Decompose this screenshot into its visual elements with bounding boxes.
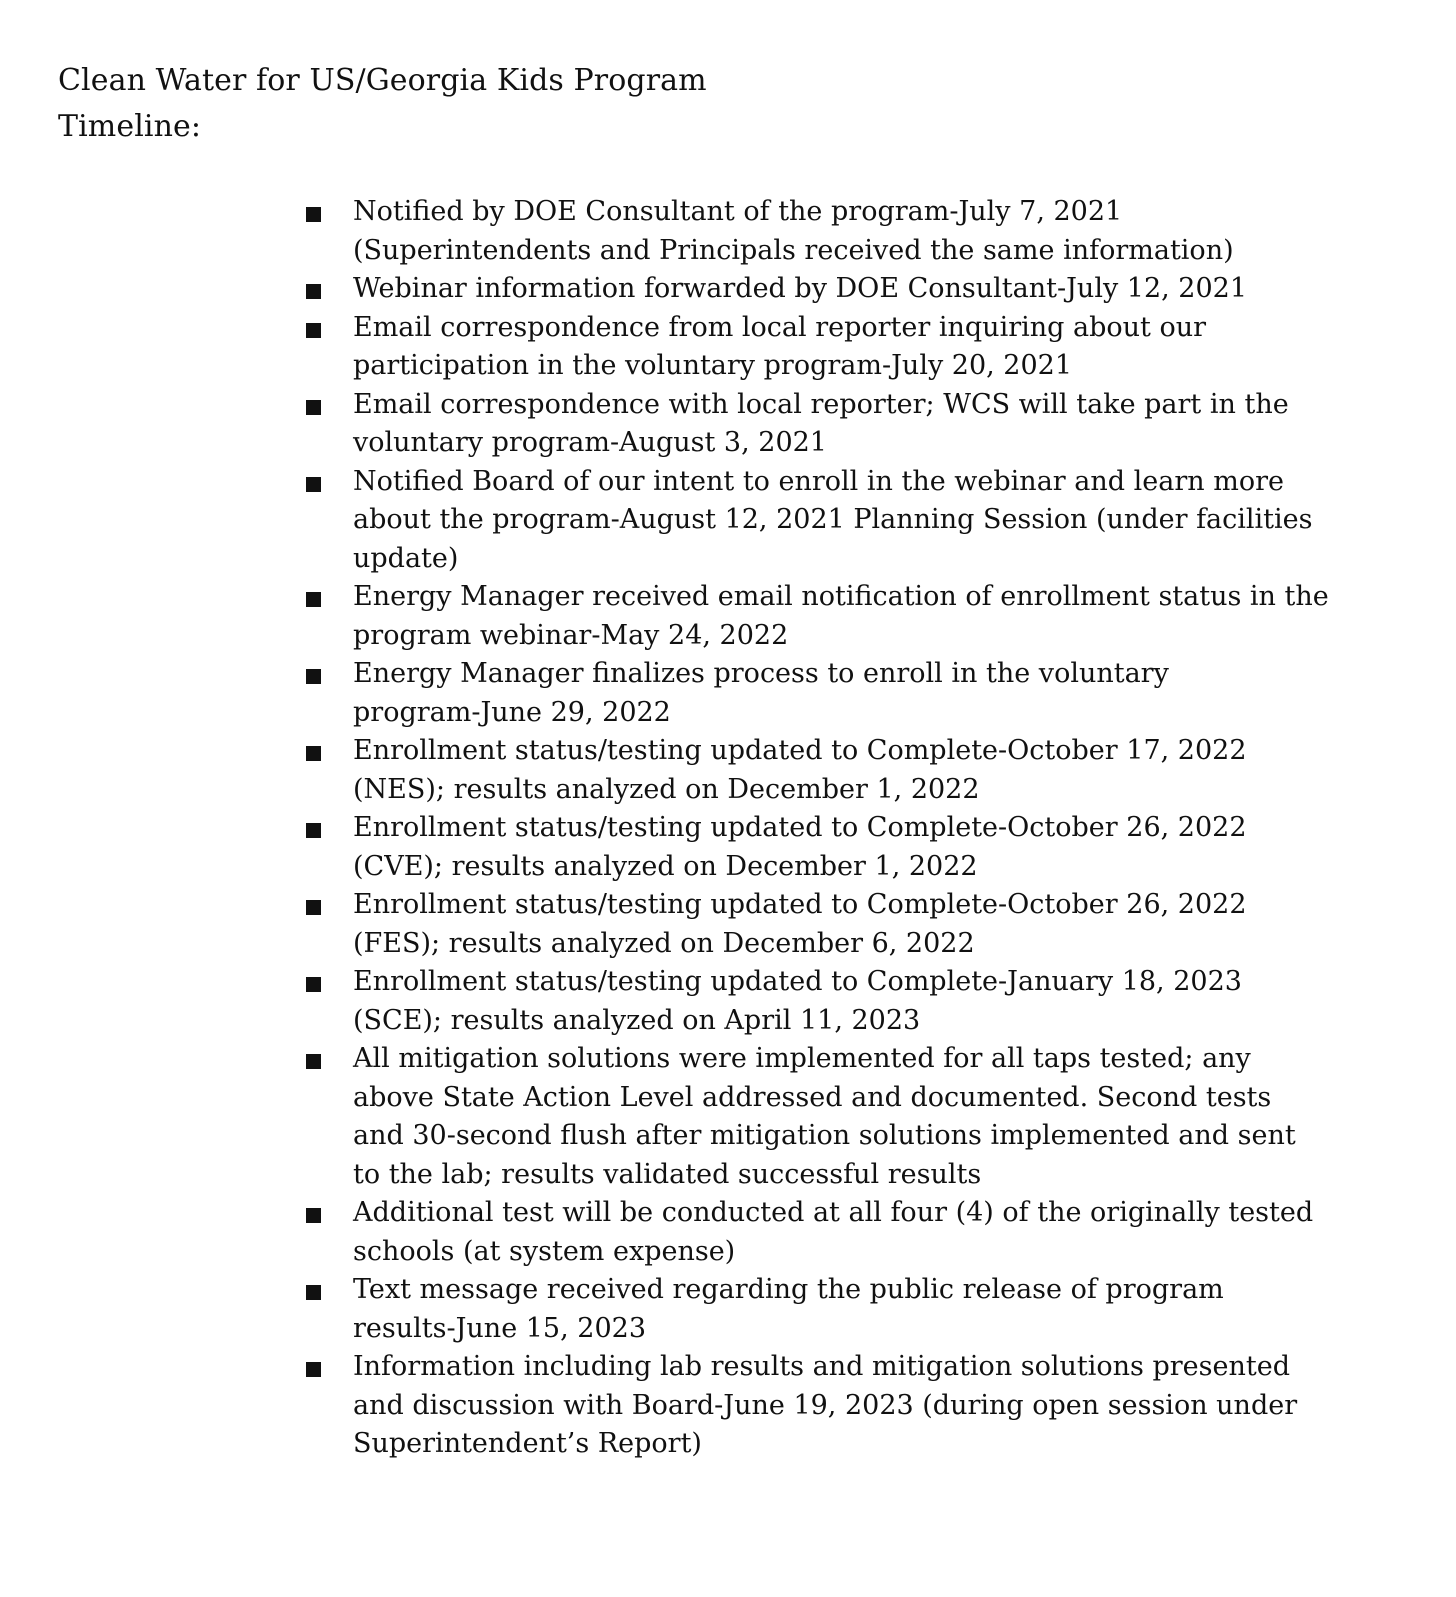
timeline-item — [300, 193, 1345, 270]
timeline-item — [300, 963, 1345, 1040]
timeline-item — [300, 655, 1345, 732]
timeline-item — [300, 1271, 1345, 1348]
square-bullet-icon — [306, 400, 321, 415]
timeline-item-text: Enrollment status/testing updated to Complete-October 26, 2022 (CVE); results analyzed on December 1, 2022 — [353, 812, 1247, 882]
square-bullet-icon — [306, 1362, 321, 1377]
timeline-list — [300, 193, 1345, 1464]
square-bullet-icon — [306, 669, 321, 684]
timeline-item-text: All mitigation solutions were implemented for all taps tested; any above State Action Level addressed and documented. Second tests and 30-second flush after mitigation solutions implemented and sent to the lab; results validated successful results — [353, 1043, 1296, 1190]
timeline-item — [300, 809, 1345, 886]
square-bullet-icon — [306, 592, 321, 607]
square-bullet-icon — [306, 207, 321, 222]
timeline-item — [300, 732, 1345, 809]
square-bullet-icon — [306, 323, 321, 338]
square-bullet-icon — [306, 1054, 321, 1069]
timeline-item — [300, 463, 1345, 579]
timeline-item-text: Energy Manager received email notification of enrollment status in the program webinar-May 24, 2022 — [353, 581, 1329, 651]
timeline-item-text: Email correspondence with local reporter; WCS will take part in the voluntary program-August 3, 2021 — [353, 388, 1289, 458]
timeline-item-text: Webinar information forwarded by DOE Consultant-July 12, 2021 — [353, 273, 1248, 304]
timeline-heading: Timeline: — [58, 109, 202, 144]
document-title: Clean Water for US/Georgia Kids Program — [58, 63, 707, 98]
timeline-item-text: Enrollment status/testing updated to Complete-January 18, 2023 (SCE); results analyzed on April 11, 2023 — [353, 966, 1242, 1036]
square-bullet-icon — [306, 1208, 321, 1223]
timeline-item — [300, 309, 1345, 386]
timeline-item-text: Enrollment status/testing updated to Complete-October 17, 2022 (NES); results analyzed on December 1, 2022 — [353, 735, 1247, 805]
square-bullet-icon — [306, 900, 321, 915]
timeline-item — [300, 386, 1345, 463]
timeline-item — [300, 1348, 1345, 1464]
timeline-item — [300, 578, 1345, 655]
square-bullet-icon — [306, 823, 321, 838]
square-bullet-icon — [306, 977, 321, 992]
timeline-item — [300, 886, 1345, 963]
square-bullet-icon — [306, 477, 321, 492]
timeline-item — [300, 1040, 1345, 1194]
timeline-item-text: Text message received regarding the public release of program results-June 15, 2023 — [353, 1274, 1224, 1344]
document-header — [58, 58, 707, 150]
timeline-item — [300, 270, 1345, 309]
timeline-item — [300, 1194, 1345, 1271]
square-bullet-icon — [306, 746, 321, 761]
timeline-item-text: Additional test will be conducted at all four (4) of the originally tested schools (at system expense) — [353, 1197, 1314, 1267]
timeline-item-text: Email correspondence from local reporter inquiring about our participation in the voluntary program-July 20, 2021 — [353, 311, 1207, 381]
timeline-item-text: Notified Board of our intent to enroll in the webinar and learn more about the program-August 12, 2021 Planning Session (under facilities update) — [353, 465, 1313, 574]
square-bullet-icon — [306, 1285, 321, 1300]
timeline-item-text: Notified by DOE Consultant of the program-July 7, 2021 (Superintendents and Principals received the same information) — [353, 196, 1234, 266]
timeline-item-text: Energy Manager finalizes process to enroll in the voluntary program-June 29, 2022 — [353, 658, 1169, 728]
square-bullet-icon — [306, 284, 321, 299]
timeline-item-text: Information including lab results and mitigation solutions presented and discussion with Board-June 19, 2023 (during open session under Superintendent’s Report) — [353, 1351, 1298, 1459]
timeline-item-text: Enrollment status/testing updated to Complete-October 26, 2022 (FES); results analyzed on December 6, 2022 — [353, 889, 1247, 959]
